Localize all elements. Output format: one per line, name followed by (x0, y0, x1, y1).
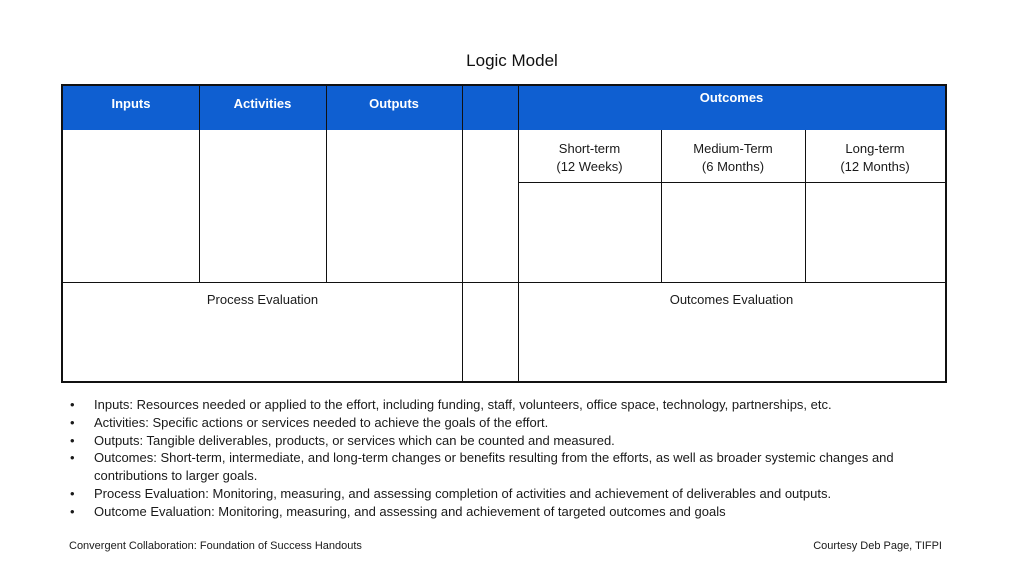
list-item: • Activities: Specific actions or services needed to achieve the goals of the effort. (70, 414, 950, 432)
divider (326, 86, 327, 283)
list-item: • Inputs: Resources needed or applied to the effort, including funding, staff, volunteers, office space, technology, partnerships, etc. (70, 396, 950, 414)
list-item: • Outcomes: Short-term, intermediate, and long-term changes or benefits resulting from the efforts, as well as broader systemic changes and contributions to larger goals. (70, 449, 950, 485)
period-duration: (12 Weeks) (556, 159, 623, 174)
divider (63, 282, 945, 283)
table-header-row (63, 86, 945, 130)
divider (199, 86, 200, 283)
divider (518, 182, 945, 183)
header-outcomes: Outcomes (699, 90, 764, 105)
list-item: • Process Evaluation: Monitoring, measuring, and assessing completion of activities and achievement of deliverables and outputs. (70, 485, 950, 503)
footer-source: Convergent Collaboration: Foundation of Success Handouts (69, 540, 362, 552)
divider (462, 86, 463, 383)
outcome-short-term (518, 140, 661, 176)
definitions-list (70, 396, 950, 521)
period-label: Short-term (558, 141, 621, 156)
outcomes-evaluation-label: Outcomes Evaluation (669, 292, 794, 307)
header-outputs: Outputs (369, 96, 419, 111)
header-inputs: Inputs (111, 96, 151, 111)
outcome-long-term (805, 140, 945, 176)
process-evaluation-label: Process Evaluation (206, 292, 319, 307)
logic-model-table (61, 84, 947, 383)
period-duration: (12 Months) (840, 159, 910, 174)
page-title: Logic Model (466, 51, 558, 70)
period-duration: (6 Months) (701, 159, 765, 174)
outcome-medium-term (661, 140, 805, 176)
header-activities: Activities (233, 96, 292, 111)
footer-credit: Courtesy Deb Page, TIFPI (813, 540, 942, 552)
list-item: • Outputs: Tangible deliverables, products, or services which can be counted and measured. (70, 432, 950, 450)
divider (518, 86, 519, 383)
list-item: • Outcome Evaluation: Monitoring, measuring, and assessing and achievement of targeted outcomes and goals (70, 503, 950, 521)
period-label: Medium-Term (693, 141, 773, 156)
period-label: Long-term (845, 141, 905, 156)
